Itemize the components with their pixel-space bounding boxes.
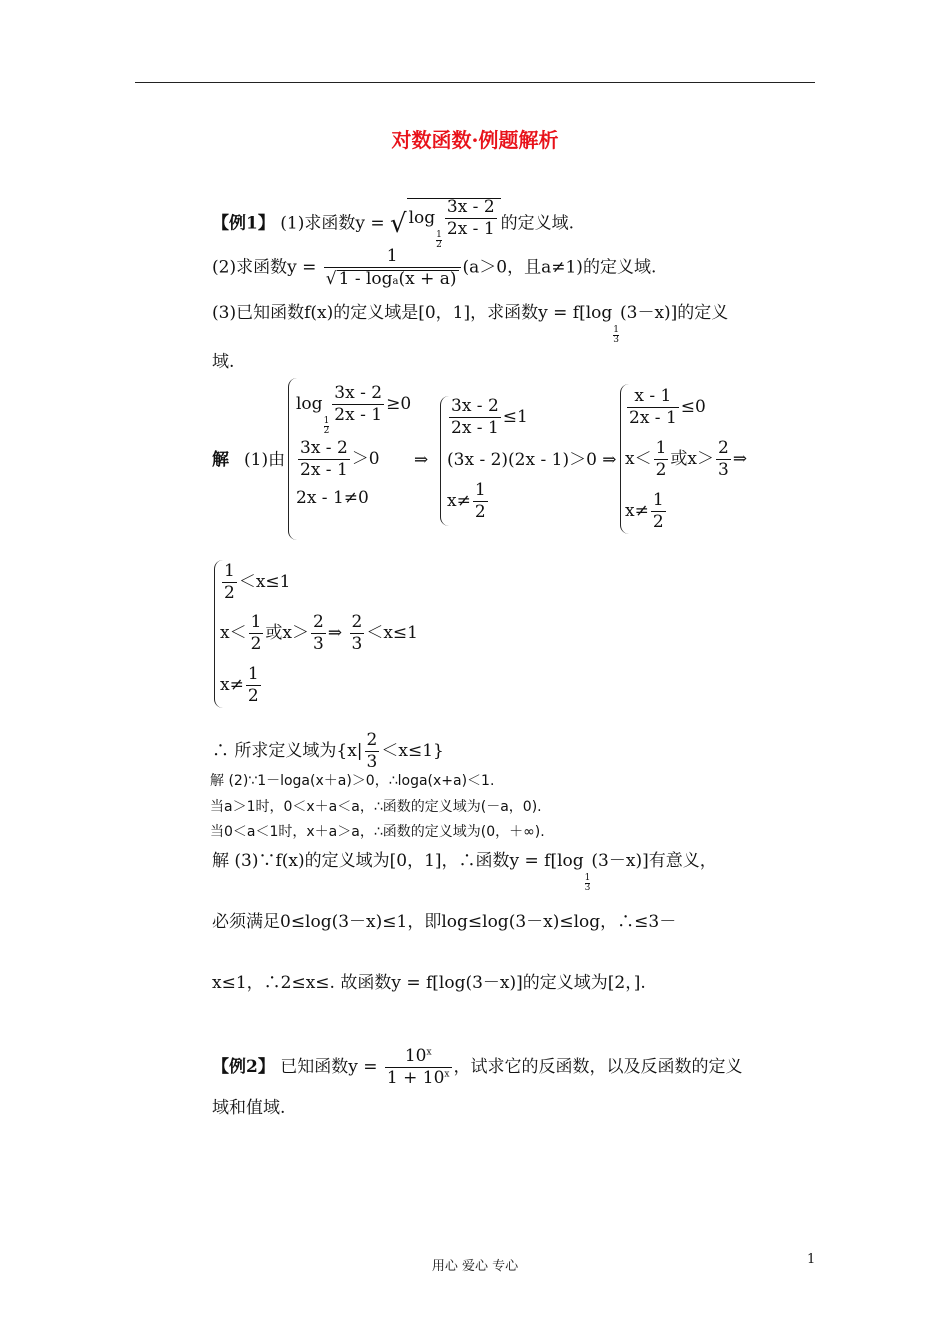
sol2-line-1: 解 (2)∵1－loga(x＋a)＞0，∴loga(x+a)＜1. [210, 773, 495, 789]
sol1-label: 解 [212, 450, 229, 470]
sol3-line-3: x≤1，∴2≤x≤. 故函数y = f[log(3－x)]的定义域为[2，]. [212, 973, 646, 993]
sol1-result: ∴ 所求定义域为{x| $\frac{2}{3}$ ＜x≤1} [212, 730, 444, 772]
ex1-question-3-cont: 域. [212, 352, 235, 372]
ex2-question: 【例2】 已知函数y = $\frac{10^x}{1 + 10^x}$ ，试求它的反函数，以及反函数的定义 [212, 1046, 743, 1088]
ex1-tag: 【例1】 [212, 213, 275, 234]
sol2-line-3: 当0＜a＜1时，x＋a＞a，∴函数的定义域为(0，＋∞). [210, 824, 545, 840]
ex1-question-1: 【例1】 (1)求函数y = √ log $\frac{1}{2}$ $\frac{3x - 2}{2x - 1}$ 的定义域. [212, 197, 575, 250]
page-title: 对数函数·例题解析 [391, 128, 559, 152]
header-rule [135, 82, 815, 83]
ex1-question-2: (2)求函数y = $\frac{1}{√ 1 - \log a(x + a)}$ (a＞0，且a≠1)的定义域. [212, 246, 657, 289]
ex1-question-3: (3)已知函数f(x)的定义域是[0，1]，求函数y = f[log $\frac{1}{3}$ (3－x)]的定义 [212, 303, 729, 345]
ex2-question-cont: 域和值域. [212, 1098, 286, 1118]
sol2-line-2: 当a＞1时，0＜x＋a＜a，∴函数的定义域为(－a，0). [210, 799, 542, 815]
sol1-start: (1)由 [244, 450, 286, 470]
sol3-line-2: 必须满足0≤log(3－x)≤1，即log≤log(3－x)≤log，∴≤3－ [212, 912, 677, 932]
ex2-tag: 【例2】 [212, 1057, 275, 1077]
page-number: 1 [807, 1252, 816, 1267]
footer-text: 用心 爱心 专心 [431, 1259, 519, 1274]
sol3-line-1: 解 (3)∵f(x)的定义域为[0，1]，∴函数y = f[log $\frac{1}{3}$ (3－x)]有意义， [212, 851, 717, 893]
